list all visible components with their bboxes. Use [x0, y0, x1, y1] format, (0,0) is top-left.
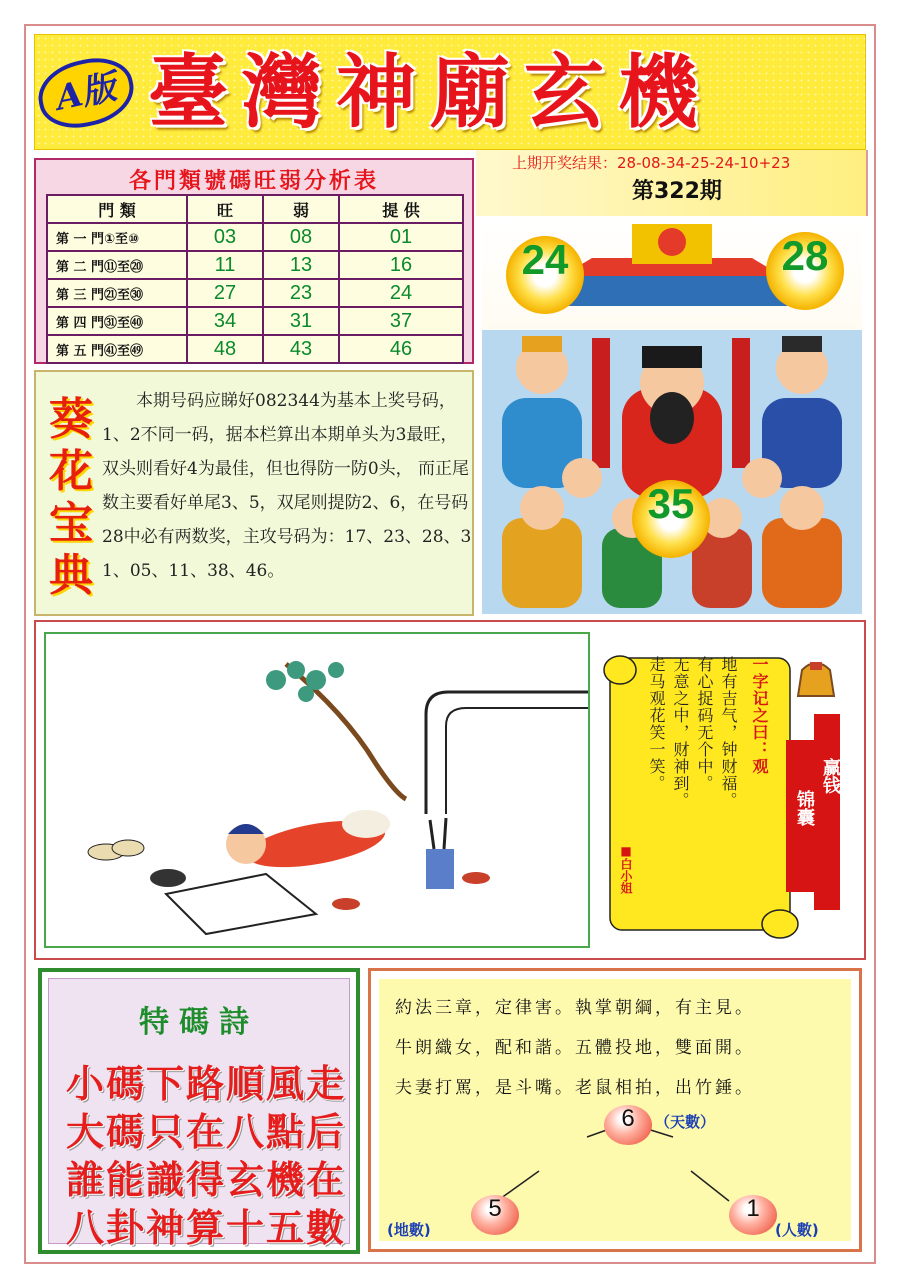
- cell-provide: 24: [339, 279, 463, 307]
- riddle-inner: [379, 979, 851, 1241]
- scroll-panel: [598, 648, 804, 944]
- column-header: 門 類: [47, 195, 187, 223]
- cell-weak: 08: [263, 223, 339, 251]
- side-banner-label: 锦囊: [794, 790, 815, 826]
- table-row: [47, 279, 463, 307]
- poem-line: 小碼下路順風走: [65, 1062, 346, 1106]
- heaven-number: 6: [604, 1105, 652, 1145]
- scroll-line: 走马观花笑一笑。: [647, 656, 666, 792]
- side-banner-label: 赢钱: [820, 758, 841, 794]
- row-label: 第 一 門①至⑩: [47, 223, 187, 251]
- sunflower-text: 本期号码应睇好082344为基本上奖号码，1、2不同一码，据本栏算出本期单头为3最旺，双头则看好4为最佳，但也得防一防0头， 而正尾数主要看好单尾3、5，双尾则提防2、6，在号码28中必有两数奖，主攻号码为：17、23、28、31、05、11、38、46。: [102, 391, 472, 581]
- special-code-poem-panel: [38, 968, 360, 1254]
- table-header-row: [47, 195, 463, 223]
- cell-strong: 48: [187, 335, 263, 363]
- scroll-line: 有心捉码无个中。: [695, 656, 714, 792]
- poem-inner: [48, 978, 350, 1250]
- issue-number: 第322期: [632, 179, 722, 204]
- cell-provide: 37: [339, 307, 463, 335]
- human-number: 1: [729, 1195, 777, 1235]
- riddle-line: 牛朗織女，配和諧。五體投地，雙面開。: [395, 1038, 755, 1058]
- cell-provide: 01: [339, 223, 463, 251]
- riddle-line: 夫妻打罵，是斗嘴。老鼠相拍，出竹錘。: [395, 1078, 755, 1098]
- earth-label: (地數): [387, 1221, 431, 1239]
- row-label: 第 四 門㉛至㊵: [47, 307, 187, 335]
- side-banner-win: [814, 714, 840, 910]
- table-row: [47, 307, 463, 335]
- analysis-table: [46, 194, 464, 364]
- earth-number: 5: [471, 1195, 519, 1235]
- row-label: 第 二 門⑪至⑳: [47, 251, 187, 279]
- cell-strong: 03: [187, 223, 263, 251]
- column-header: 提 供: [339, 195, 463, 223]
- table-row: [47, 335, 463, 363]
- cell-strong: 34: [187, 307, 263, 335]
- scroll-heading: 一字记之曰：观: [750, 656, 769, 775]
- page-title: 臺灣神廟玄機: [148, 45, 712, 139]
- cell-weak: 13: [263, 251, 339, 279]
- cell-weak: 43: [263, 335, 339, 363]
- temple-illustration: [482, 218, 862, 614]
- lucky-number-ball: 24: [506, 236, 584, 314]
- cell-strong: 27: [187, 279, 263, 307]
- poem-line: 八卦神算十五數: [65, 1206, 346, 1250]
- cell-strong: 11: [187, 251, 263, 279]
- human-label: (人數): [775, 1221, 819, 1239]
- sunflower-panel: [34, 370, 474, 616]
- child-writing-art: [46, 634, 588, 946]
- column-header: 旺: [187, 195, 263, 223]
- scroll-line: 无意之中，财神到。: [671, 656, 690, 809]
- last-result-text: 上期开奖结果：28-08-34-25-24-10+23: [512, 154, 791, 172]
- scroll-line: 地有吉气，钟财福。: [719, 656, 738, 809]
- riddle-panel: [368, 968, 862, 1252]
- cartoon-illustration: [44, 632, 590, 948]
- heaven-label: （天數）: [655, 1113, 716, 1131]
- cell-provide: 16: [339, 251, 463, 279]
- results-panel: [476, 150, 868, 216]
- analysis-table-panel: [34, 158, 474, 364]
- poem-title: 特碼詩: [139, 1005, 259, 1040]
- cell-weak: 23: [263, 279, 339, 307]
- row-label: 第 五 門㊶至㊾: [47, 335, 187, 363]
- edition-badge: A版: [32, 51, 140, 136]
- table-row: [47, 223, 463, 251]
- side-banner-tips: [786, 740, 816, 892]
- sunflower-title: 葵花宝典: [49, 394, 93, 601]
- column-header: 弱: [263, 195, 339, 223]
- poem-line: 誰能識得玄機在: [65, 1158, 346, 1202]
- lucky-number-ball: 28: [766, 232, 844, 310]
- money-bag-icon: [792, 652, 840, 700]
- lucky-number-ball: 35: [632, 480, 710, 558]
- cell-provide: 46: [339, 335, 463, 363]
- riddle-line: 約法三章，定律害。執掌朝綱，有主見。: [395, 998, 755, 1018]
- table-title: 各門類號碼旺弱分析表: [128, 169, 379, 194]
- table-row: [47, 251, 463, 279]
- cell-weak: 31: [263, 307, 339, 335]
- scroll-signature: ■白小姐: [619, 844, 633, 894]
- row-label: 第 三 門㉑至㉚: [47, 279, 187, 307]
- poem-line: 大碼只在八點后: [65, 1110, 346, 1154]
